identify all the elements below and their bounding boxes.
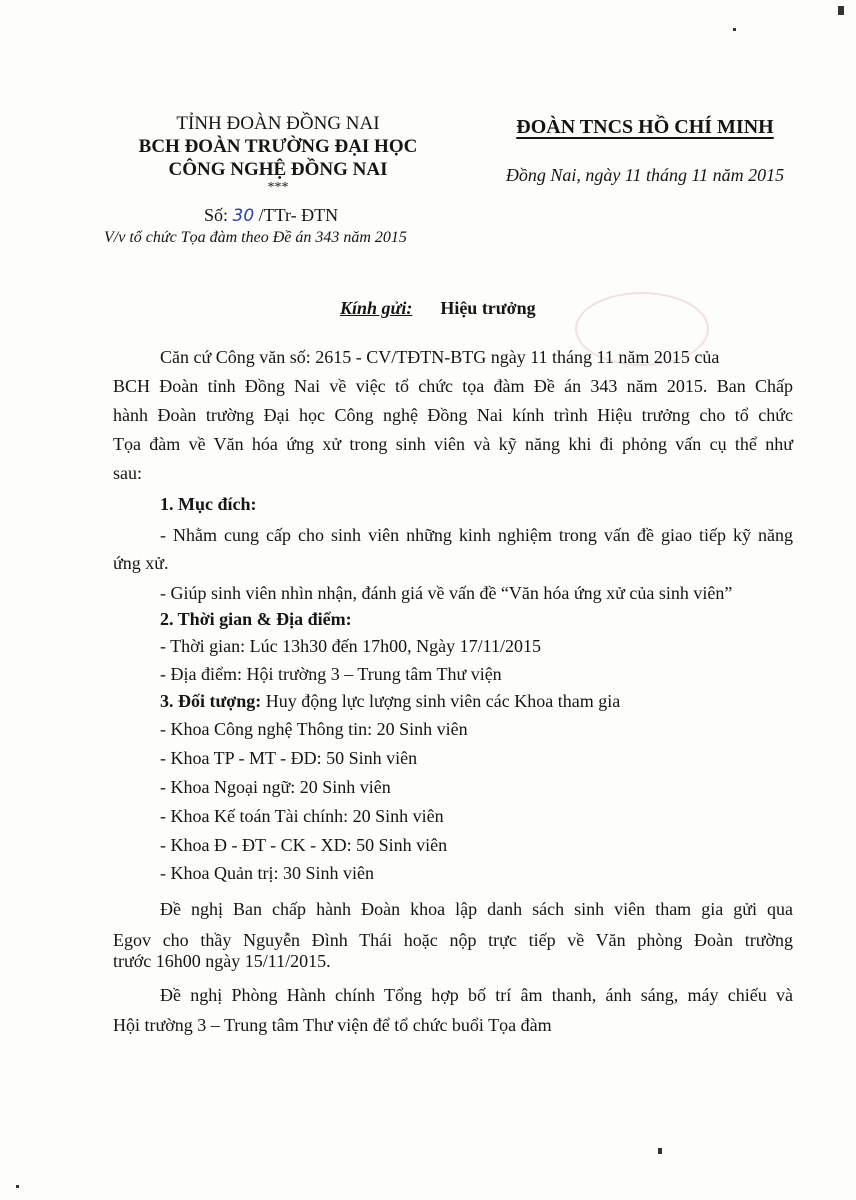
recipient-line xyxy=(340,298,536,319)
faculty-item: - Khoa Quản trị: 30 Sinh viên xyxy=(160,863,374,883)
section-purpose-title: 1. Mục đích: xyxy=(160,494,257,514)
request-line: Đề nghị Phòng Hành chính Tổng hợp bố trí âm thanh, ánh sáng, máy chiếu và xyxy=(160,985,793,1005)
intro-line: Căn cứ Công văn số: 2615 - CV/TĐTN-BTG ngày 11 tháng 11 năm 2015 của xyxy=(160,347,720,367)
faculty-item: - Khoa Đ - ĐT - CK - XD: 50 Sinh viên xyxy=(160,835,448,855)
scan-speck xyxy=(838,6,844,15)
request-line: Đề nghị Ban chấp hành Đoàn khoa lập danh sách sinh viên tham gia gửi qua xyxy=(160,899,793,919)
place-date: Đồng Nai, ngày 11 tháng 11 năm 2015 xyxy=(505,165,785,185)
scan-speck xyxy=(733,28,736,31)
section-participants-text: Huy động lực lượng sinh viên các Khoa tham gia xyxy=(261,691,621,711)
intro-line: hành Đoàn trường Đại học Công nghệ Đồng Nai kính trình Hiệu trưởng cho tổ chức xyxy=(113,405,793,425)
header-stars: *** xyxy=(267,180,289,195)
recipient-name: Hiệu trưởng xyxy=(440,298,536,318)
purpose-line: - Nhằm cung cấp cho sinh viên những kinh nghiệm trong vấn đề giao tiếp kỹ năng xyxy=(160,525,793,545)
intro-line: Tọa đàm về Văn hóa ứng xử trong sinh viên và kỹ năng khi đi phỏng vấn cụ thể như xyxy=(113,434,793,454)
section-participants-title: 3. Đối tượng: xyxy=(160,691,262,711)
time-line: - Thời gian: Lúc 13h30 đến 17h00, Ngày 17/11/2015 xyxy=(160,636,541,656)
request-line: Hội trường 3 – Trung tâm Thư viện để tổ chức buổi Tọa đàm xyxy=(113,1015,552,1035)
organization-name: ĐOÀN TNCS HỒ CHÍ MINH xyxy=(516,116,774,138)
intro-line: BCH Đoàn tỉnh Đồng Nai về việc tổ chức tọa đàm Đề án 343 năm 2015. Ban Chấp xyxy=(113,376,793,396)
document-number xyxy=(204,205,338,226)
place-line: - Địa điểm: Hội trường 3 – Trung tâm Thư viện xyxy=(160,664,502,684)
organization-header xyxy=(470,116,820,186)
scan-speck xyxy=(16,1185,19,1188)
subject-line: V/v tổ chức Tọa đàm theo Đề án 343 năm 2015 xyxy=(104,229,407,246)
section-participants xyxy=(160,691,620,712)
faculty-item: - Khoa TP - MT - ĐD: 50 Sinh viên xyxy=(160,748,418,768)
recipient-label: Kính gửi: xyxy=(340,298,413,318)
scan-speck xyxy=(658,1148,662,1154)
purpose-line: - Giúp sinh viên nhìn nhận, đánh giá về vấn đề “Văn hóa ứng xử của sinh viên” xyxy=(160,583,733,603)
purpose-line: ứng xử. xyxy=(113,553,169,573)
school-union-name-cont: CÔNG NGHỆ ĐỒNG NAI xyxy=(168,159,388,180)
provincial-union-name: TỈNH ĐOÀN ĐỒNG NAI xyxy=(176,113,380,134)
doc-number-suffix: /TTr- ĐTN xyxy=(254,205,339,225)
faculty-item: - Khoa Kế toán Tài chính: 20 Sinh viên xyxy=(160,806,444,826)
request-line: trước 16h00 ngày 15/11/2015. xyxy=(113,951,331,971)
request-line: Egov cho thầy Nguyễn Đình Thái hoặc nộp trực tiếp về Văn phòng Đoàn trường xyxy=(113,930,793,950)
intro-line: sau: xyxy=(113,463,142,483)
doc-number-prefix: Số: xyxy=(204,205,233,225)
faculty-item: - Khoa Công nghệ Thông tin: 20 Sinh viên xyxy=(160,719,468,739)
faculty-item: - Khoa Ngoại ngữ: 20 Sinh viên xyxy=(160,777,391,797)
issuer-header xyxy=(128,112,428,195)
school-union-name: BCH ĐOÀN TRƯỜNG ĐẠI HỌC xyxy=(138,136,418,157)
doc-number-handwritten: 30 xyxy=(232,206,255,226)
section-time-place-title: 2. Thời gian & Địa điểm: xyxy=(160,609,352,629)
